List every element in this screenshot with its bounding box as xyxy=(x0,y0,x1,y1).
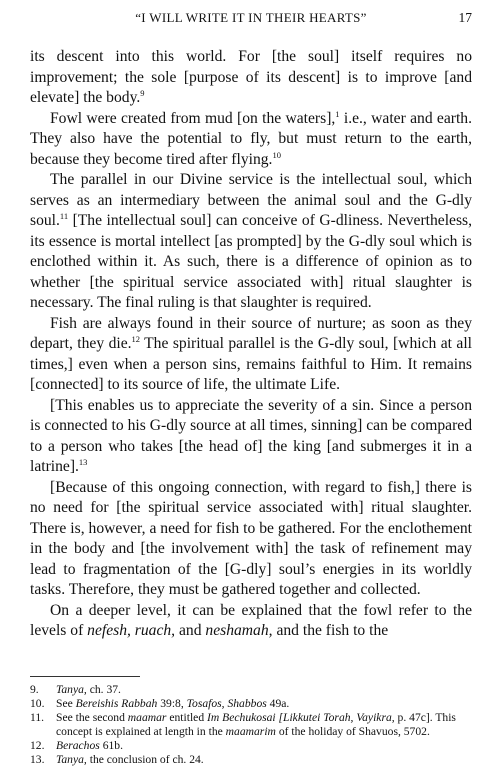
paragraph: The parallel in our Divine service is the intellectual soul, which serves as an intermediary between the animal soul and the G-dly soul.$^{11}$ [The intellectual soul] can conceive of G-dliness. Nevertheless, its essence is mortal intellect [as prompted] by the G-dly soul which is enclothed within it. As such, there is a difference of opinion as to whether [the spiritual service associated with] ritual slaughter is necessary. The final ruling is that slaughter is required. xyxy=(30,171,472,311)
footnote-number: 9. xyxy=(30,683,39,696)
footnote-ref: 10 xyxy=(272,149,281,160)
footnote-ref: 11 xyxy=(59,211,69,221)
footnote: 11. See the second maamar entitled Im Bechukosai [Likkutei Torah, Vayikra, p. 47c]. This concept is explained at length in the maamarim of the holiday of Shavuos, 5702. xyxy=(30,711,456,738)
running-head: “I WILL WRITE IT IN THEIR HEARTS” xyxy=(135,10,367,25)
footnote: 13. Tanya, the conclusion of ch. 24. xyxy=(30,753,204,766)
footnote-number: 12. xyxy=(30,739,45,752)
footnote-number: 13. xyxy=(30,753,45,766)
footnote-ref: 9 xyxy=(140,88,145,98)
footnote-ref: 13 xyxy=(78,457,88,467)
footnote: 12. Berachos 61b. xyxy=(30,739,123,752)
paragraph: [This enables us to appreciate the severity of a sin. Since a person is connected to his G-dly source at all times, sinning] can be compared to a person who takes [the head of] the king [and submerges it in a latrine].$^{13}$ xyxy=(30,396,472,475)
paragraph: Fowl were created from mud [on the waters],$^1$ i.e., water and earth. They also have the potential to fly, but must return to the earth, because they become tired after flying.$^{10}$ xyxy=(30,108,472,168)
footnotes xyxy=(30,683,472,767)
footnote-number: 10. xyxy=(30,697,45,710)
paragraph: Fish are always found in their source of nurture; as soon as they depart, they die.$^{12}$ The spiritual parallel is the G-dly soul, [which at all times,] even when a person sins, remains faithful to Him. It remains [connected] to its source of life, the ultimate Life. xyxy=(30,314,472,393)
paragraph: On a deeper level, it can be explained that the fowl refer to the levels of nefesh, ruach, and neshamah, and the fish to the xyxy=(30,601,472,639)
body-text xyxy=(30,47,472,642)
page-number: 17 xyxy=(458,10,472,25)
footnote-ref: 1 xyxy=(335,108,340,119)
page-header xyxy=(30,10,472,30)
footnote: 10. See Bereishis Rabbah 39:8, Tosafos, Shabbos 49a. xyxy=(30,697,290,710)
footnote: 9. Tanya, ch. 37. xyxy=(30,683,121,696)
footnote-number: 11. xyxy=(30,711,45,724)
footnote-ref: 12 xyxy=(131,334,141,344)
footnote-divider xyxy=(30,676,140,677)
paragraph: its descent into this world. For [the soul] itself requires no improvement; the sole [purpose of its descent] is to improve [and elevate] the body.$^9$ xyxy=(30,48,472,106)
paragraph: [Because of this ongoing connection, with regard to fish,] there is no need for [the spiritual service associated with] ritual slaughter. There is, however, a need for fish to be gathered. For the enclothement in the body and [the involvement with] the task of refinement may lead to fragmentation of the [G-dly] soul’s energies in its worldly tasks. Therefore, they must be gathered together and collected. xyxy=(30,478,472,598)
